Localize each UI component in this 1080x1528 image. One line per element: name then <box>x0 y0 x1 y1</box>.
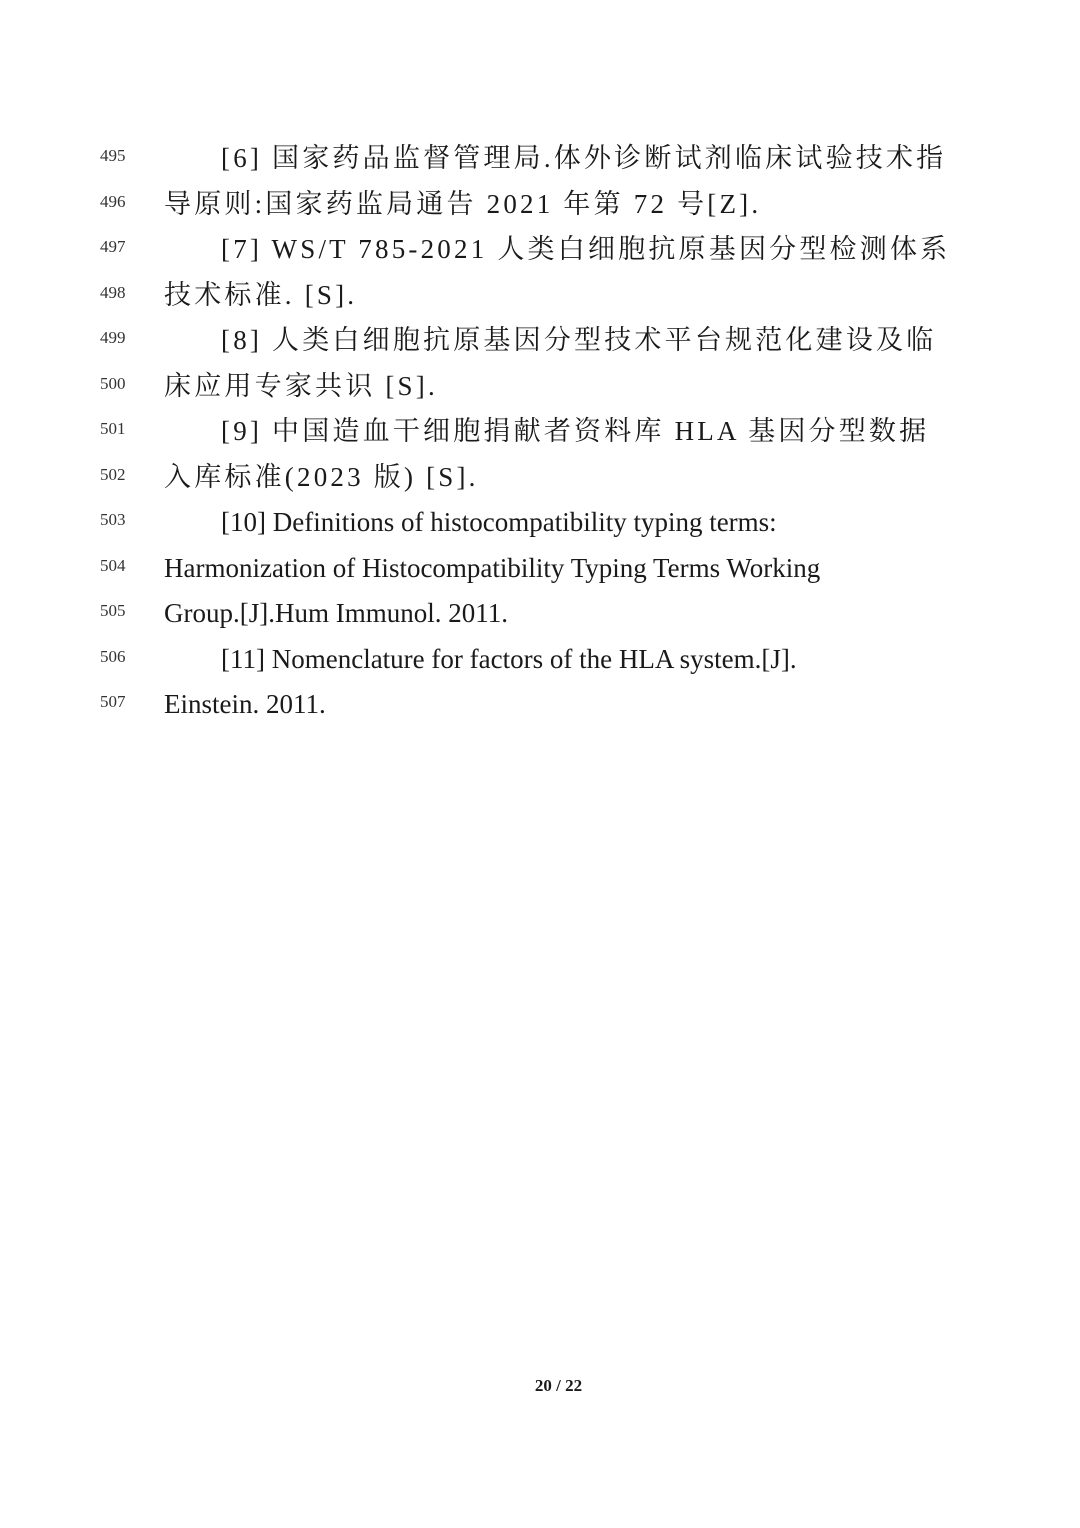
line-number: 501 <box>100 419 126 438</box>
reference-line <box>0 500 1080 546</box>
reference-text: 技术标准. [S]. <box>164 279 358 310</box>
line-number: 506 <box>100 646 126 666</box>
reference-line <box>0 409 1080 455</box>
line-number: 495 <box>100 146 126 165</box>
reference-text: 入库标准(2023 版) [S]. <box>164 461 479 492</box>
reference-text: 导原则:国家药监局通告 2021 年第 72 号[Z]. <box>164 188 762 219</box>
reference-text: [6] 国家药品监督管理局.体外诊断试剂临床试验技术指 <box>221 143 947 173</box>
reference-line <box>0 136 1080 182</box>
page-number: 20 / 22 <box>534 1376 583 1395</box>
line-number: 502 <box>100 464 126 484</box>
line-number: 500 <box>100 373 126 393</box>
reference-line <box>0 591 1080 637</box>
reference-text: 床应用专家共识 [S]. <box>164 370 438 401</box>
reference-line <box>0 318 1080 364</box>
reference-text: Harmonization of Histocompatibility Typing Terms Working <box>164 552 821 583</box>
reference-line <box>0 455 1080 501</box>
line-number: 497 <box>100 237 126 256</box>
reference-line <box>0 227 1080 273</box>
reference-line <box>0 682 1080 728</box>
reference-text: [9] 中国造血干细胞捐献者资料库 HLA 基因分型数据 <box>221 416 930 446</box>
reference-line <box>0 637 1080 683</box>
reference-text: [10] Definitions of histocompatibility typing terms: <box>221 507 777 537</box>
line-number: 504 <box>100 555 126 575</box>
line-number: 499 <box>100 328 126 347</box>
reference-line <box>0 364 1080 410</box>
reference-line <box>0 546 1080 592</box>
reference-line <box>0 182 1080 228</box>
reference-text: [11] Nomenclature for factors of the HLA system.[J]. <box>221 643 797 674</box>
line-number: 498 <box>100 282 126 302</box>
reference-text: Einstein. 2011. <box>164 689 326 719</box>
line-number: 505 <box>100 601 126 620</box>
line-number: 507 <box>100 692 126 711</box>
line-number: 496 <box>100 191 126 211</box>
line-number: 503 <box>100 510 126 529</box>
reference-text: Group.[J].Hum Immunol. 2011. <box>164 598 508 628</box>
reference-text: [8] 人类白细胞抗原基因分型技术平台规范化建设及临 <box>221 325 937 355</box>
reference-list <box>0 136 1080 728</box>
reference-text: [7] WS/T 785-2021 人类白细胞抗原基因分型检测体系 <box>221 234 951 264</box>
reference-line <box>0 273 1080 319</box>
